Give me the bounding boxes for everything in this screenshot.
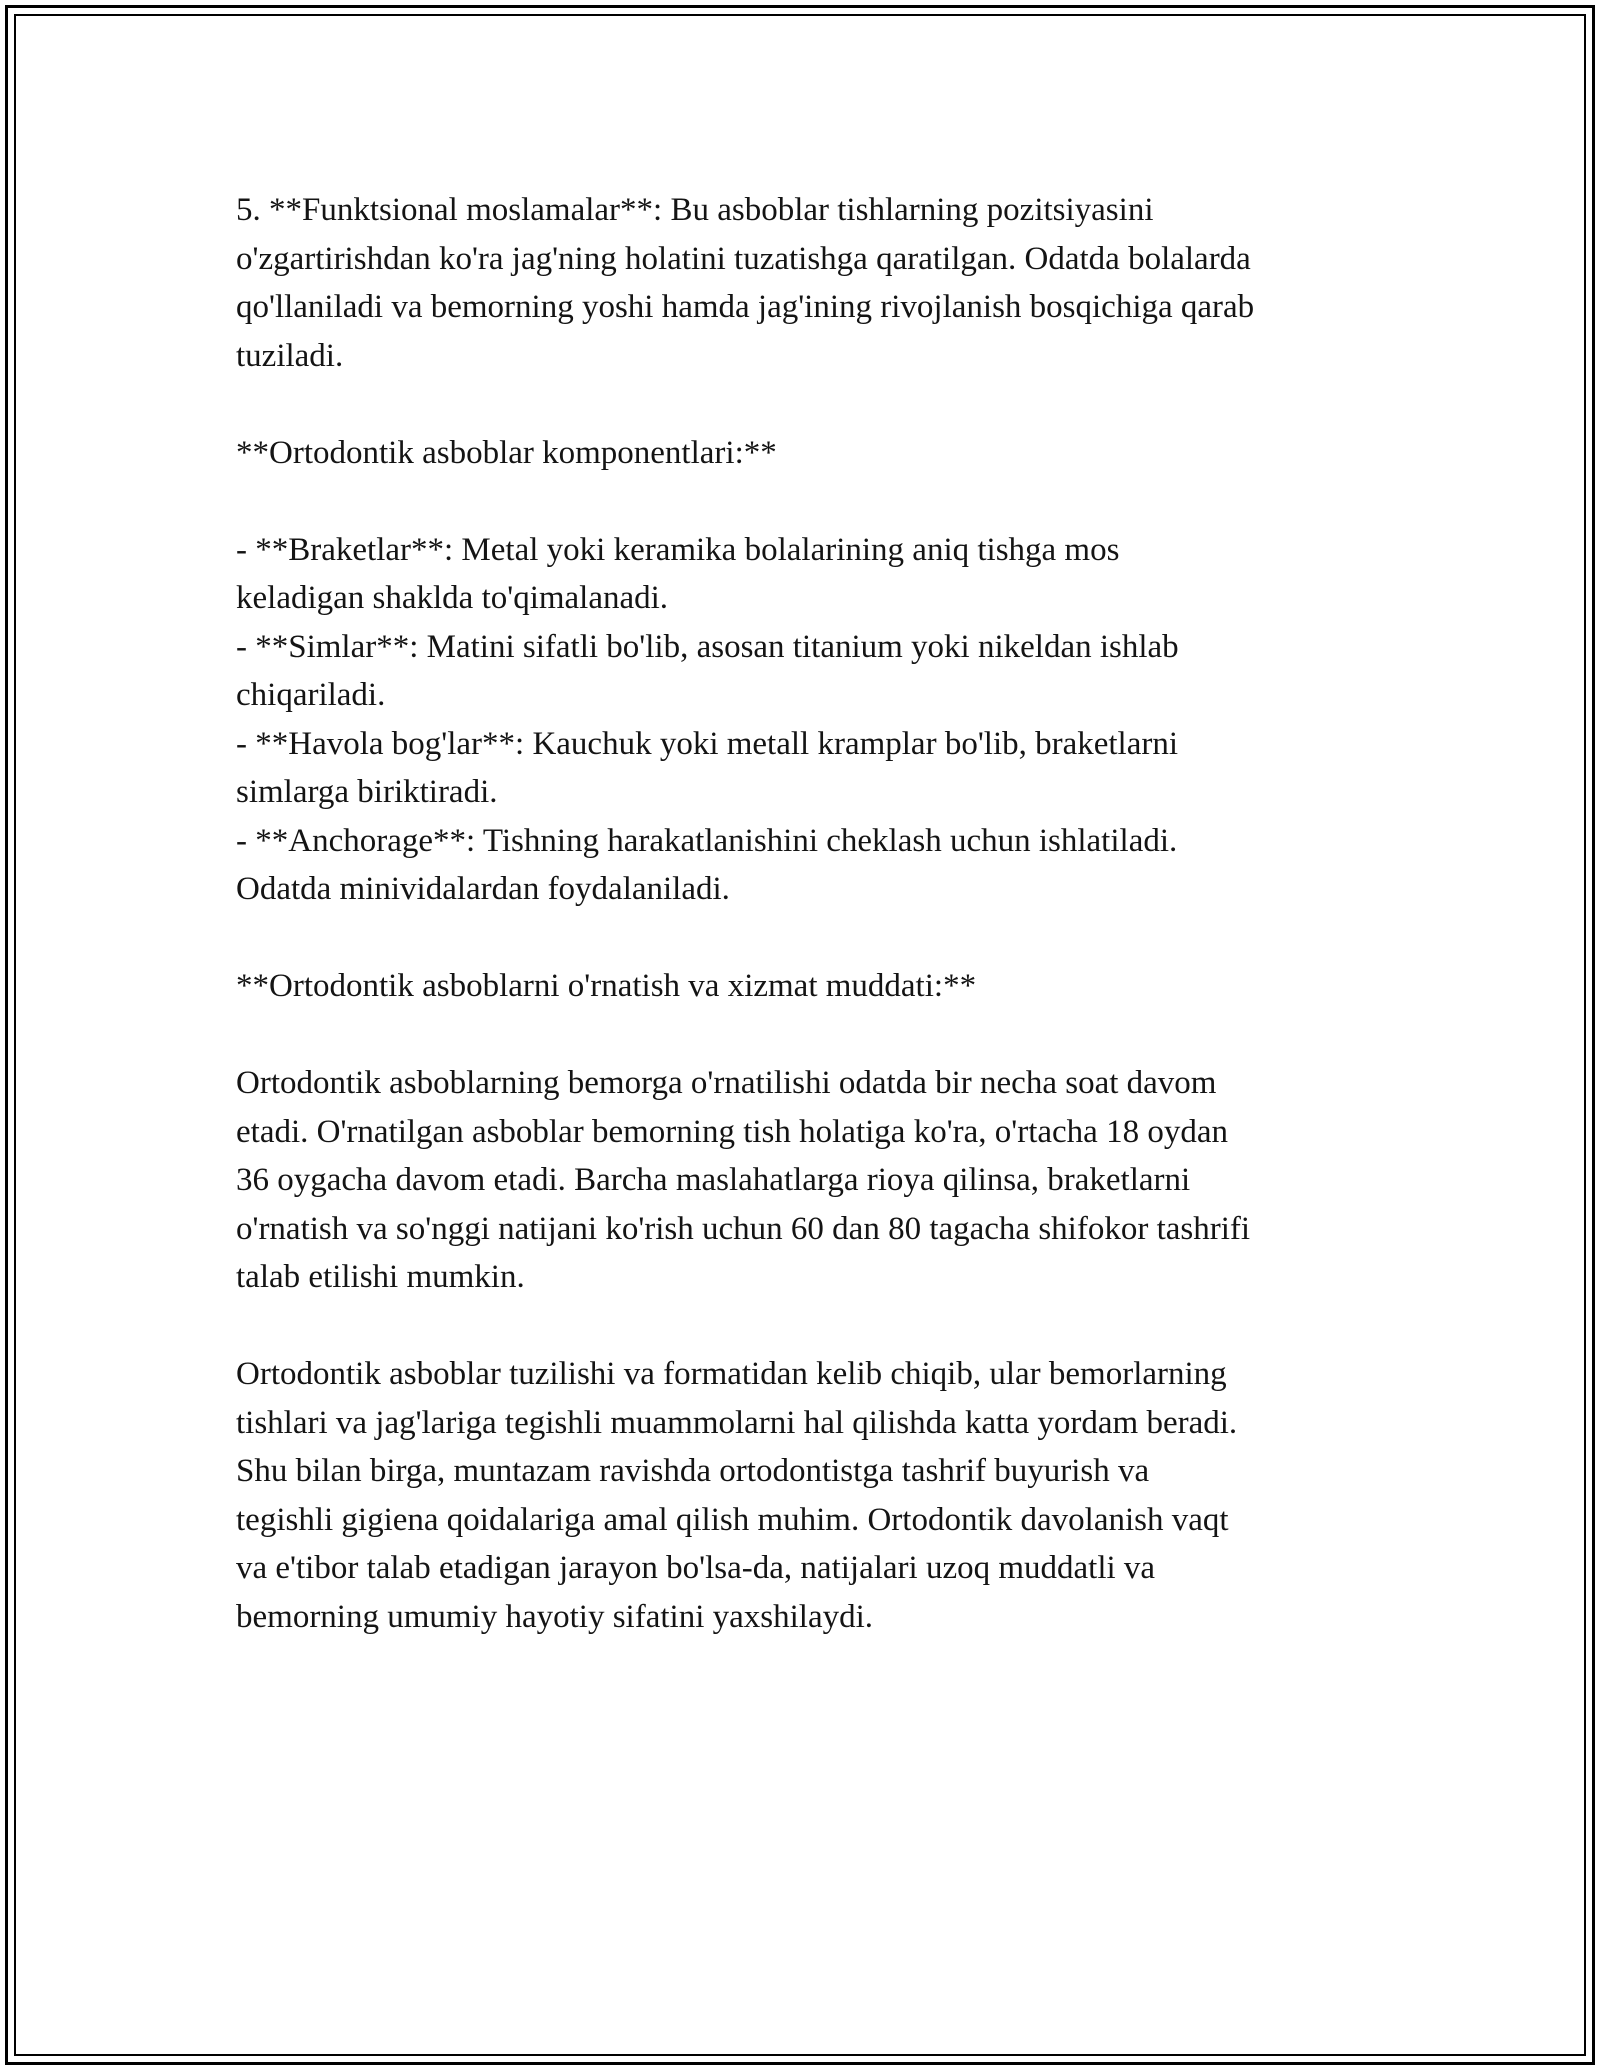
text-line: Shu bilan birga, muntazam ravishda ortodontistga tashrif buyurish va xyxy=(236,1453,1150,1489)
text-line: tuziladi. xyxy=(236,337,344,374)
text-line: Ortodontik asboblar tuzilishi va formatidan kelib chiqib, ular bemorlarning xyxy=(236,1356,1227,1392)
text-line: 5. **Funktsional moslamalar**: Bu asboblar tishlarning pozitsiyasini xyxy=(236,192,1154,228)
text-line: Ortodontik asboblarning bemorga o'rnatilishi odatda bir necha soat davom xyxy=(236,1065,1217,1101)
paragraph-gap xyxy=(236,914,1376,963)
text-line: etadi. O'rnatilgan asboblar bemorning tish holatiga ko'ra, o'rtacha 18 oydan xyxy=(236,1113,1228,1150)
text-line: talab etilishi mumkin. xyxy=(236,1259,525,1295)
list-item-havola xyxy=(236,720,1376,817)
components-list xyxy=(236,526,1376,914)
list-item-braketlar xyxy=(236,526,1376,623)
text-line: va e'tibor talab etadigan jarayon bo'lsa-da, natijalari uzoq muddatli va xyxy=(236,1550,1156,1586)
paragraph-conclusion xyxy=(236,1350,1376,1641)
text-line: - **Anchorage**: Tishning harakatlanishini cheklash uchun ishlatiladi. xyxy=(236,822,1178,859)
text-line: chiqariladi. xyxy=(236,677,386,713)
text-line: simlarga biriktiradi. xyxy=(236,774,498,810)
installation-heading: **Ortodontik asboblarni o'rnatish va xizmat muddati:** xyxy=(236,968,977,1004)
paragraph-gap xyxy=(236,1302,1376,1351)
text-line: o'zgartirishdan ko'ra jag'ning holatini tuzatishga qaratilgan. Odatda bolalarda xyxy=(236,240,1251,277)
text-line: tishlari va jag'lariga tegishli muammolarni hal qilishda katta yordam beradi. xyxy=(236,1404,1238,1441)
text-line: bemorning umumiy hayotiy sifatini yaxshilaydi. xyxy=(236,1598,874,1635)
list-item-anchorage xyxy=(236,817,1376,914)
text-line: qo'llaniladi va bemorning yoshi hamda jag'ining rivojlanish bosqichiga qarab xyxy=(236,289,1255,325)
list-item-simlar xyxy=(236,623,1376,720)
text-line: o'rnatish va so'nggi natijani ko'rish uchun 60 dan 80 tagacha shifokor tashrifi xyxy=(236,1210,1251,1247)
paragraph-functional-appliances xyxy=(236,186,1376,380)
text-line: - **Havola bog'lar**: Kauchuk yoki metall kramplar bo'lib, braketlarni xyxy=(236,725,1179,762)
text-line: - **Simlar**: Matini sifatli bo'lib, asosan titanium yoki nikeldan ishlab xyxy=(236,628,1179,665)
text-line: tegishli gigiena qoidalariga amal qilish muhim. Ortodontik davolanish vaqt xyxy=(236,1501,1229,1538)
paragraph-gap xyxy=(236,380,1376,429)
components-heading: **Ortodontik asboblar komponentlari:** xyxy=(236,434,777,471)
paragraph-gap xyxy=(236,477,1376,526)
document-body xyxy=(236,186,1376,1641)
text-line: keladigan shaklda to'qimalanadi. xyxy=(236,580,669,616)
text-line: Odatda minividalardan foydalaniladi. xyxy=(236,871,730,907)
paragraph-gap xyxy=(236,1011,1376,1060)
paragraph-installation xyxy=(236,1059,1376,1302)
text-line: 36 oygacha davom etadi. Barcha maslahatlarga rioya qilinsa, braketlarni xyxy=(236,1162,1191,1198)
text-line: - **Braketlar**: Metal yoki keramika bolalarining aniq tishga mos xyxy=(236,531,1120,568)
